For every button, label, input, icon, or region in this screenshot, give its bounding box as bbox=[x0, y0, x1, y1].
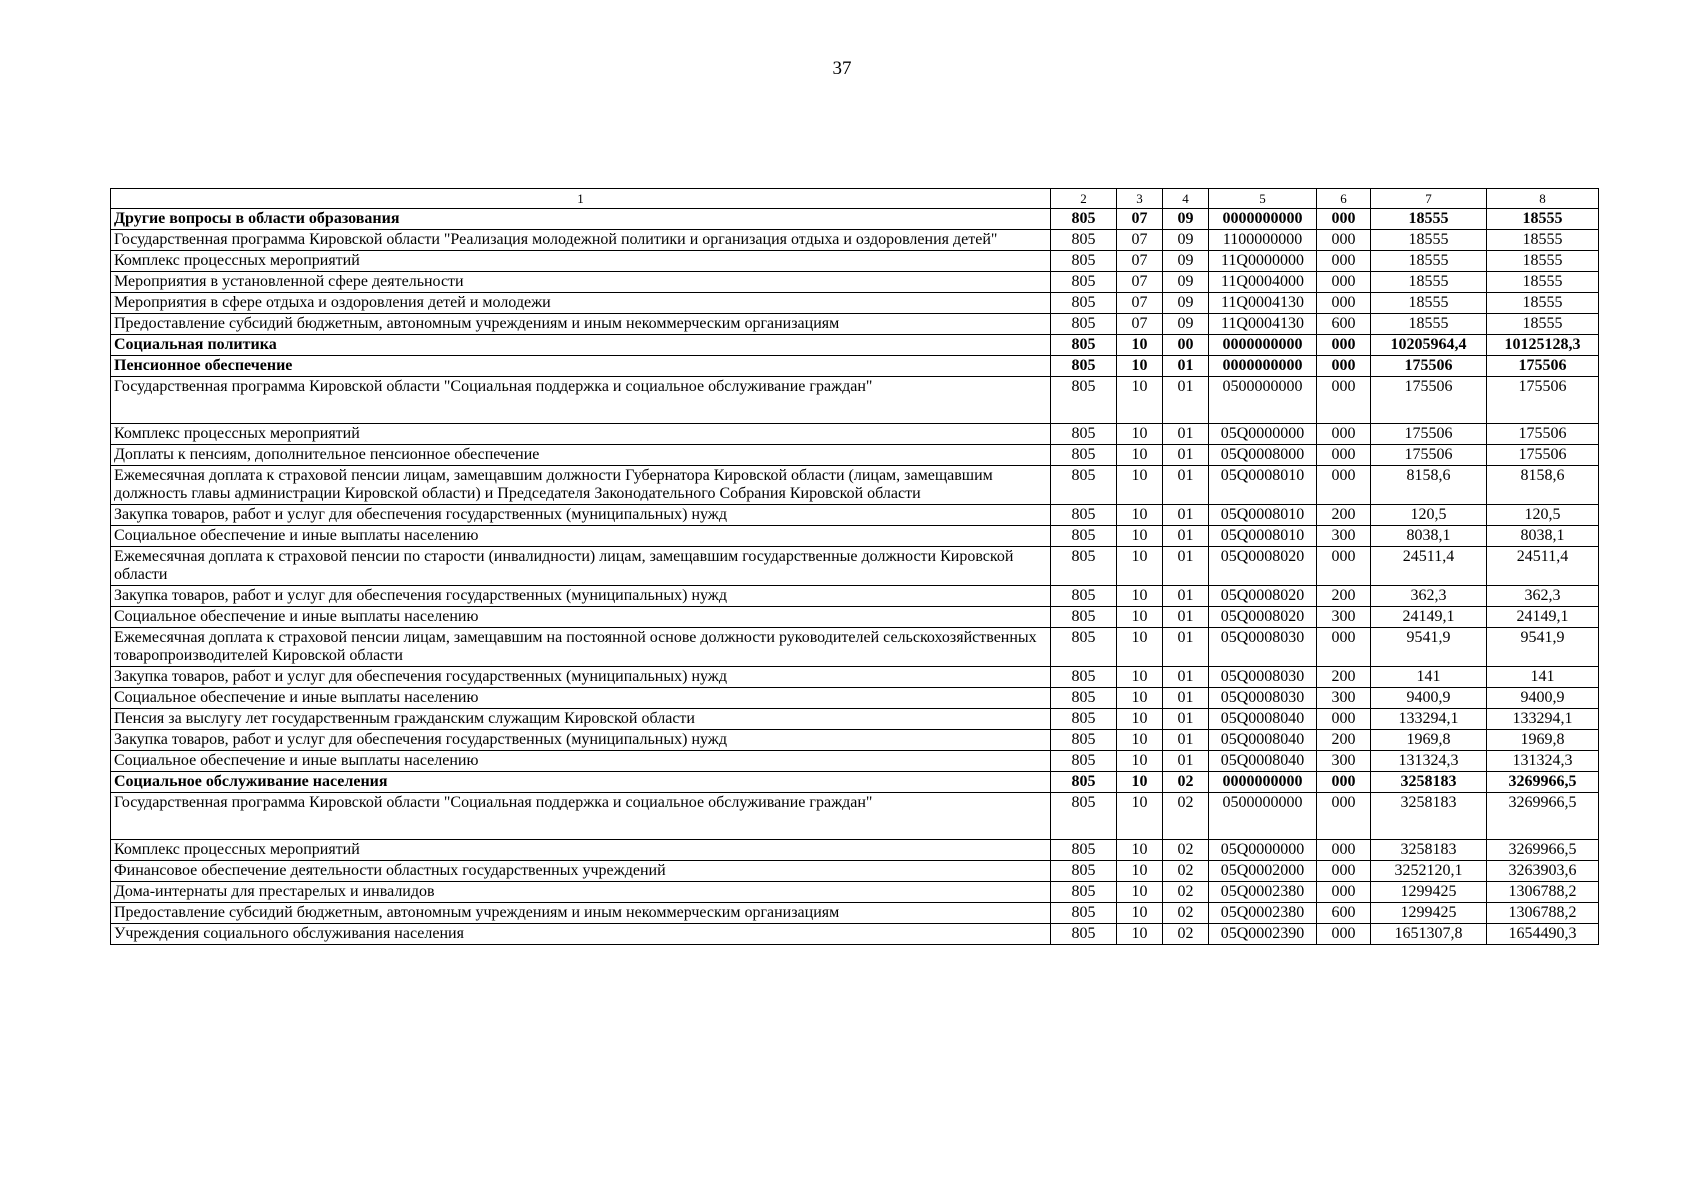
table-row bbox=[111, 209, 1599, 230]
target-article-code: 05Q0008020 bbox=[1209, 547, 1317, 586]
amount-year-1: 18555 bbox=[1371, 293, 1487, 314]
row-name: Государственная программа Кировской области "Социальная поддержка и социальное обслуживание граждан" bbox=[111, 377, 1051, 424]
target-article-code: 05Q0008010 bbox=[1209, 526, 1317, 547]
section-code: 07 bbox=[1117, 272, 1163, 293]
expense-type-code: 000 bbox=[1317, 251, 1371, 272]
subsection-code: 01 bbox=[1163, 445, 1209, 466]
row-name: Предоставление субсидий бюджетным, автономным учреждениям и иным некоммерческим организациям bbox=[111, 314, 1051, 335]
expense-type-code: 200 bbox=[1317, 667, 1371, 688]
row-name: Доплаты к пенсиям, дополнительное пенсионное обеспечение bbox=[111, 445, 1051, 466]
column-number: 7 bbox=[1371, 189, 1487, 209]
expense-type-code: 600 bbox=[1317, 314, 1371, 335]
target-article-code: 1100000000 bbox=[1209, 230, 1317, 251]
subsection-code: 01 bbox=[1163, 466, 1209, 505]
table-row bbox=[111, 314, 1599, 335]
ministry-code: 805 bbox=[1051, 505, 1117, 526]
amount-year-2: 18555 bbox=[1487, 272, 1599, 293]
table-row bbox=[111, 230, 1599, 251]
subsection-code: 02 bbox=[1163, 882, 1209, 903]
amount-year-1: 18555 bbox=[1371, 314, 1487, 335]
amount-year-1: 362,3 bbox=[1371, 586, 1487, 607]
table-row bbox=[111, 586, 1599, 607]
ministry-code: 805 bbox=[1051, 586, 1117, 607]
expense-type-code: 000 bbox=[1317, 840, 1371, 861]
subsection-code: 01 bbox=[1163, 547, 1209, 586]
section-code: 10 bbox=[1117, 377, 1163, 424]
subsection-code: 02 bbox=[1163, 793, 1209, 840]
ministry-code: 805 bbox=[1051, 547, 1117, 586]
row-name: Учреждения социального обслуживания населения bbox=[111, 924, 1051, 945]
amount-year-2: 18555 bbox=[1487, 293, 1599, 314]
target-article-code: 05Q0008040 bbox=[1209, 730, 1317, 751]
row-name: Ежемесячная доплата к страховой пенсии лицам, замещавшим на постоянной основе должности руководителей сельскохозяйственных товаропроизводителей Кировской области bbox=[111, 628, 1051, 667]
section-code: 10 bbox=[1117, 424, 1163, 445]
section-code: 10 bbox=[1117, 335, 1163, 356]
expense-type-code: 000 bbox=[1317, 882, 1371, 903]
column-number: 5 bbox=[1209, 189, 1317, 209]
ministry-code: 805 bbox=[1051, 924, 1117, 945]
section-code: 10 bbox=[1117, 526, 1163, 547]
expense-type-code: 000 bbox=[1317, 230, 1371, 251]
row-name: Другие вопросы в области образования bbox=[111, 209, 1051, 230]
expense-type-code: 000 bbox=[1317, 377, 1371, 424]
amount-year-1: 10205964,4 bbox=[1371, 335, 1487, 356]
subsection-code: 02 bbox=[1163, 924, 1209, 945]
table-row bbox=[111, 547, 1599, 586]
amount-year-2: 8158,6 bbox=[1487, 466, 1599, 505]
section-code: 07 bbox=[1117, 209, 1163, 230]
table-row bbox=[111, 251, 1599, 272]
amount-year-1: 1651307,8 bbox=[1371, 924, 1487, 945]
target-article-code: 0500000000 bbox=[1209, 793, 1317, 840]
row-name: Государственная программа Кировской области "Социальная поддержка и социальное обслуживание граждан" bbox=[111, 793, 1051, 840]
table-row bbox=[111, 466, 1599, 505]
ministry-code: 805 bbox=[1051, 903, 1117, 924]
amount-year-1: 131324,3 bbox=[1371, 751, 1487, 772]
subsection-code: 01 bbox=[1163, 688, 1209, 709]
amount-year-1: 8158,6 bbox=[1371, 466, 1487, 505]
target-article-code: 11Q0004000 bbox=[1209, 272, 1317, 293]
amount-year-1: 175506 bbox=[1371, 356, 1487, 377]
amount-year-2: 9400,9 bbox=[1487, 688, 1599, 709]
amount-year-2: 24511,4 bbox=[1487, 547, 1599, 586]
target-article-code: 05Q0002380 bbox=[1209, 882, 1317, 903]
amount-year-2: 141 bbox=[1487, 667, 1599, 688]
expense-type-code: 000 bbox=[1317, 628, 1371, 667]
subsection-code: 01 bbox=[1163, 751, 1209, 772]
expense-type-code: 300 bbox=[1317, 526, 1371, 547]
expense-type-code: 200 bbox=[1317, 730, 1371, 751]
ministry-code: 805 bbox=[1051, 861, 1117, 882]
amount-year-2: 3269966,5 bbox=[1487, 840, 1599, 861]
section-code: 10 bbox=[1117, 667, 1163, 688]
subsection-code: 09 bbox=[1163, 251, 1209, 272]
target-article-code: 11Q0004130 bbox=[1209, 314, 1317, 335]
expense-type-code: 000 bbox=[1317, 356, 1371, 377]
row-name: Социальное обеспечение и иные выплаты населению bbox=[111, 607, 1051, 628]
ministry-code: 805 bbox=[1051, 314, 1117, 335]
amount-year-2: 3263903,6 bbox=[1487, 861, 1599, 882]
expense-type-code: 000 bbox=[1317, 861, 1371, 882]
amount-year-2: 1969,8 bbox=[1487, 730, 1599, 751]
amount-year-2: 362,3 bbox=[1487, 586, 1599, 607]
table-row bbox=[111, 882, 1599, 903]
target-article-code: 0000000000 bbox=[1209, 356, 1317, 377]
amount-year-1: 18555 bbox=[1371, 209, 1487, 230]
section-code: 10 bbox=[1117, 730, 1163, 751]
row-name: Социальное обслуживание населения bbox=[111, 772, 1051, 793]
row-name: Мероприятия в сфере отдыха и оздоровления детей и молодежи bbox=[111, 293, 1051, 314]
table-row bbox=[111, 667, 1599, 688]
ministry-code: 805 bbox=[1051, 882, 1117, 903]
section-code: 10 bbox=[1117, 586, 1163, 607]
amount-year-2: 18555 bbox=[1487, 209, 1599, 230]
target-article-code: 05Q0008030 bbox=[1209, 688, 1317, 709]
target-article-code: 0500000000 bbox=[1209, 377, 1317, 424]
subsection-code: 01 bbox=[1163, 586, 1209, 607]
column-number: 4 bbox=[1163, 189, 1209, 209]
table-row bbox=[111, 772, 1599, 793]
amount-year-1: 9400,9 bbox=[1371, 688, 1487, 709]
expense-type-code: 000 bbox=[1317, 272, 1371, 293]
ministry-code: 805 bbox=[1051, 709, 1117, 730]
ministry-code: 805 bbox=[1051, 251, 1117, 272]
row-name: Финансовое обеспечение деятельности областных государственных учреждений bbox=[111, 861, 1051, 882]
row-name: Предоставление субсидий бюджетным, автономным учреждениям и иным некоммерческим организациям bbox=[111, 903, 1051, 924]
column-number: 1 bbox=[111, 189, 1051, 209]
row-name: Комплекс процессных мероприятий bbox=[111, 251, 1051, 272]
column-number: 3 bbox=[1117, 189, 1163, 209]
amount-year-2: 10125128,3 bbox=[1487, 335, 1599, 356]
amount-year-2: 120,5 bbox=[1487, 505, 1599, 526]
amount-year-2: 8038,1 bbox=[1487, 526, 1599, 547]
table-row bbox=[111, 924, 1599, 945]
target-article-code: 05Q0000000 bbox=[1209, 840, 1317, 861]
section-code: 07 bbox=[1117, 293, 1163, 314]
amount-year-2: 133294,1 bbox=[1487, 709, 1599, 730]
ministry-code: 805 bbox=[1051, 424, 1117, 445]
table-row bbox=[111, 861, 1599, 882]
column-number: 8 bbox=[1487, 189, 1599, 209]
ministry-code: 805 bbox=[1051, 751, 1117, 772]
amount-year-2: 175506 bbox=[1487, 377, 1599, 424]
amount-year-2: 1306788,2 bbox=[1487, 903, 1599, 924]
ministry-code: 805 bbox=[1051, 293, 1117, 314]
section-code: 10 bbox=[1117, 547, 1163, 586]
expense-type-code: 600 bbox=[1317, 903, 1371, 924]
row-name: Социальное обеспечение и иные выплаты населению bbox=[111, 526, 1051, 547]
table-row bbox=[111, 730, 1599, 751]
ministry-code: 805 bbox=[1051, 335, 1117, 356]
section-code: 10 bbox=[1117, 607, 1163, 628]
amount-year-2: 18555 bbox=[1487, 251, 1599, 272]
table-row bbox=[111, 335, 1599, 356]
target-article-code: 05Q0000000 bbox=[1209, 424, 1317, 445]
subsection-code: 01 bbox=[1163, 526, 1209, 547]
amount-year-1: 1299425 bbox=[1371, 903, 1487, 924]
section-code: 10 bbox=[1117, 882, 1163, 903]
table-row bbox=[111, 293, 1599, 314]
ministry-code: 805 bbox=[1051, 667, 1117, 688]
expense-type-code: 000 bbox=[1317, 466, 1371, 505]
row-name: Социальная политика bbox=[111, 335, 1051, 356]
ministry-code: 805 bbox=[1051, 628, 1117, 667]
row-name: Пенсия за выслугу лет государственным гражданским служащим Кировской области bbox=[111, 709, 1051, 730]
ministry-code: 805 bbox=[1051, 840, 1117, 861]
section-code: 10 bbox=[1117, 709, 1163, 730]
expense-type-code: 200 bbox=[1317, 586, 1371, 607]
target-article-code: 05Q0008010 bbox=[1209, 505, 1317, 526]
table-row bbox=[111, 840, 1599, 861]
subsection-code: 09 bbox=[1163, 293, 1209, 314]
expense-type-code: 300 bbox=[1317, 607, 1371, 628]
table-row bbox=[111, 751, 1599, 772]
amount-year-2: 18555 bbox=[1487, 314, 1599, 335]
target-article-code: 05Q0008030 bbox=[1209, 628, 1317, 667]
section-code: 10 bbox=[1117, 688, 1163, 709]
section-code: 10 bbox=[1117, 445, 1163, 466]
table-row bbox=[111, 505, 1599, 526]
amount-year-2: 175506 bbox=[1487, 445, 1599, 466]
table-row bbox=[111, 628, 1599, 667]
column-number-row bbox=[111, 189, 1599, 209]
amount-year-1: 175506 bbox=[1371, 445, 1487, 466]
target-article-code: 05Q0002380 bbox=[1209, 903, 1317, 924]
table-row bbox=[111, 424, 1599, 445]
expense-type-code: 300 bbox=[1317, 751, 1371, 772]
section-code: 10 bbox=[1117, 505, 1163, 526]
ministry-code: 805 bbox=[1051, 466, 1117, 505]
target-article-code: 0000000000 bbox=[1209, 209, 1317, 230]
target-article-code: 05Q0008040 bbox=[1209, 751, 1317, 772]
target-article-code: 05Q0008020 bbox=[1209, 607, 1317, 628]
ministry-code: 805 bbox=[1051, 356, 1117, 377]
ministry-code: 805 bbox=[1051, 377, 1117, 424]
expense-type-code: 000 bbox=[1317, 445, 1371, 466]
amount-year-1: 1969,8 bbox=[1371, 730, 1487, 751]
amount-year-1: 1299425 bbox=[1371, 882, 1487, 903]
amount-year-1: 18555 bbox=[1371, 251, 1487, 272]
ministry-code: 805 bbox=[1051, 730, 1117, 751]
amount-year-1: 3258183 bbox=[1371, 793, 1487, 840]
subsection-code: 01 bbox=[1163, 505, 1209, 526]
expense-type-code: 000 bbox=[1317, 209, 1371, 230]
amount-year-1: 24511,4 bbox=[1371, 547, 1487, 586]
table-row bbox=[111, 903, 1599, 924]
table-row bbox=[111, 272, 1599, 293]
target-article-code: 05Q0002390 bbox=[1209, 924, 1317, 945]
amount-year-2: 18555 bbox=[1487, 230, 1599, 251]
table-row bbox=[111, 445, 1599, 466]
ministry-code: 805 bbox=[1051, 772, 1117, 793]
row-name: Пенсионное обеспечение bbox=[111, 356, 1051, 377]
expense-type-code: 000 bbox=[1317, 772, 1371, 793]
subsection-code: 01 bbox=[1163, 377, 1209, 424]
amount-year-1: 175506 bbox=[1371, 377, 1487, 424]
amount-year-1: 120,5 bbox=[1371, 505, 1487, 526]
expense-type-code: 000 bbox=[1317, 709, 1371, 730]
ministry-code: 805 bbox=[1051, 526, 1117, 547]
amount-year-2: 175506 bbox=[1487, 356, 1599, 377]
amount-year-1: 141 bbox=[1371, 667, 1487, 688]
section-code: 10 bbox=[1117, 840, 1163, 861]
amount-year-2: 9541,9 bbox=[1487, 628, 1599, 667]
expense-type-code: 000 bbox=[1317, 547, 1371, 586]
expense-type-code: 300 bbox=[1317, 688, 1371, 709]
target-article-code: 05Q0008040 bbox=[1209, 709, 1317, 730]
amount-year-1: 18555 bbox=[1371, 230, 1487, 251]
amount-year-2: 131324,3 bbox=[1487, 751, 1599, 772]
table-row bbox=[111, 526, 1599, 547]
expense-type-code: 000 bbox=[1317, 424, 1371, 445]
section-code: 07 bbox=[1117, 314, 1163, 335]
table-row bbox=[111, 356, 1599, 377]
subsection-code: 09 bbox=[1163, 209, 1209, 230]
column-number: 2 bbox=[1051, 189, 1117, 209]
table-row bbox=[111, 688, 1599, 709]
subsection-code: 09 bbox=[1163, 314, 1209, 335]
row-name: Закупка товаров, работ и услуг для обеспечения государственных (муниципальных) нужд bbox=[111, 505, 1051, 526]
amount-year-1: 175506 bbox=[1371, 424, 1487, 445]
table-row bbox=[111, 709, 1599, 730]
target-article-code: 0000000000 bbox=[1209, 335, 1317, 356]
target-article-code: 11Q0004130 bbox=[1209, 293, 1317, 314]
row-name: Закупка товаров, работ и услуг для обеспечения государственных (муниципальных) нужд bbox=[111, 667, 1051, 688]
ministry-code: 805 bbox=[1051, 793, 1117, 840]
target-article-code: 05Q0008030 bbox=[1209, 667, 1317, 688]
subsection-code: 02 bbox=[1163, 903, 1209, 924]
row-name: Социальное обеспечение и иные выплаты населению bbox=[111, 688, 1051, 709]
subsection-code: 01 bbox=[1163, 424, 1209, 445]
target-article-code: 05Q0008020 bbox=[1209, 586, 1317, 607]
row-name: Дома-интернаты для престарелых и инвалидов bbox=[111, 882, 1051, 903]
expense-type-code: 000 bbox=[1317, 293, 1371, 314]
subsection-code: 01 bbox=[1163, 628, 1209, 667]
section-code: 10 bbox=[1117, 628, 1163, 667]
expense-type-code: 000 bbox=[1317, 793, 1371, 840]
section-code: 10 bbox=[1117, 356, 1163, 377]
amount-year-2: 175506 bbox=[1487, 424, 1599, 445]
section-code: 10 bbox=[1117, 466, 1163, 505]
subsection-code: 01 bbox=[1163, 709, 1209, 730]
subsection-code: 01 bbox=[1163, 356, 1209, 377]
table-row bbox=[111, 377, 1599, 424]
ministry-code: 805 bbox=[1051, 607, 1117, 628]
row-name: Комплекс процессных мероприятий bbox=[111, 424, 1051, 445]
row-name: Закупка товаров, работ и услуг для обеспечения государственных (муниципальных) нужд bbox=[111, 730, 1051, 751]
subsection-code: 01 bbox=[1163, 730, 1209, 751]
page-number: 37 bbox=[832, 58, 852, 79]
row-name: Мероприятия в установленной сфере деятельности bbox=[111, 272, 1051, 293]
row-name: Ежемесячная доплата к страховой пенсии лицам, замещавшим должности Губернатора Кировской области (лицам, замещавшим должность главы администрации Кировской области) и Председателя Законодательного Собрания Кировской области bbox=[111, 466, 1051, 505]
amount-year-2: 3269966,5 bbox=[1487, 793, 1599, 840]
row-name: Закупка товаров, работ и услуг для обеспечения государственных (муниципальных) нужд bbox=[111, 586, 1051, 607]
ministry-code: 805 bbox=[1051, 209, 1117, 230]
expense-type-code: 200 bbox=[1317, 505, 1371, 526]
column-number: 6 bbox=[1317, 189, 1371, 209]
subsection-code: 02 bbox=[1163, 772, 1209, 793]
expense-type-code: 000 bbox=[1317, 335, 1371, 356]
target-article-code: 0000000000 bbox=[1209, 772, 1317, 793]
section-code: 07 bbox=[1117, 251, 1163, 272]
target-article-code: 05Q0008010 bbox=[1209, 466, 1317, 505]
row-name: Социальное обеспечение и иные выплаты населению bbox=[111, 751, 1051, 772]
table-row bbox=[111, 793, 1599, 840]
budget-table bbox=[110, 188, 1599, 945]
table-row bbox=[111, 607, 1599, 628]
subsection-code: 09 bbox=[1163, 230, 1209, 251]
ministry-code: 805 bbox=[1051, 445, 1117, 466]
amount-year-1: 8038,1 bbox=[1371, 526, 1487, 547]
row-name: Ежемесячная доплата к страховой пенсии по старости (инвалидности) лицам, замещавшим государственные должности Кировской области bbox=[111, 547, 1051, 586]
row-name: Государственная программа Кировской области "Реализация молодежной политики и организация отдыха и оздоровления детей" bbox=[111, 230, 1051, 251]
amount-year-1: 3252120,1 bbox=[1371, 861, 1487, 882]
amount-year-1: 18555 bbox=[1371, 272, 1487, 293]
section-code: 10 bbox=[1117, 903, 1163, 924]
section-code: 10 bbox=[1117, 793, 1163, 840]
subsection-code: 01 bbox=[1163, 667, 1209, 688]
amount-year-2: 3269966,5 bbox=[1487, 772, 1599, 793]
target-article-code: 05Q0002000 bbox=[1209, 861, 1317, 882]
amount-year-1: 3258183 bbox=[1371, 840, 1487, 861]
section-code: 07 bbox=[1117, 230, 1163, 251]
row-name: Комплекс процессных мероприятий bbox=[111, 840, 1051, 861]
subsection-code: 02 bbox=[1163, 840, 1209, 861]
amount-year-2: 1306788,2 bbox=[1487, 882, 1599, 903]
section-code: 10 bbox=[1117, 924, 1163, 945]
section-code: 10 bbox=[1117, 772, 1163, 793]
subsection-code: 09 bbox=[1163, 272, 1209, 293]
amount-year-1: 24149,1 bbox=[1371, 607, 1487, 628]
subsection-code: 00 bbox=[1163, 335, 1209, 356]
target-article-code: 05Q0008000 bbox=[1209, 445, 1317, 466]
amount-year-1: 133294,1 bbox=[1371, 709, 1487, 730]
section-code: 10 bbox=[1117, 751, 1163, 772]
amount-year-2: 1654490,3 bbox=[1487, 924, 1599, 945]
subsection-code: 01 bbox=[1163, 607, 1209, 628]
ministry-code: 805 bbox=[1051, 688, 1117, 709]
ministry-code: 805 bbox=[1051, 272, 1117, 293]
section-code: 10 bbox=[1117, 861, 1163, 882]
target-article-code: 11Q0000000 bbox=[1209, 251, 1317, 272]
amount-year-1: 9541,9 bbox=[1371, 628, 1487, 667]
amount-year-1: 3258183 bbox=[1371, 772, 1487, 793]
ministry-code: 805 bbox=[1051, 230, 1117, 251]
expense-type-code: 000 bbox=[1317, 924, 1371, 945]
subsection-code: 02 bbox=[1163, 861, 1209, 882]
amount-year-2: 24149,1 bbox=[1487, 607, 1599, 628]
